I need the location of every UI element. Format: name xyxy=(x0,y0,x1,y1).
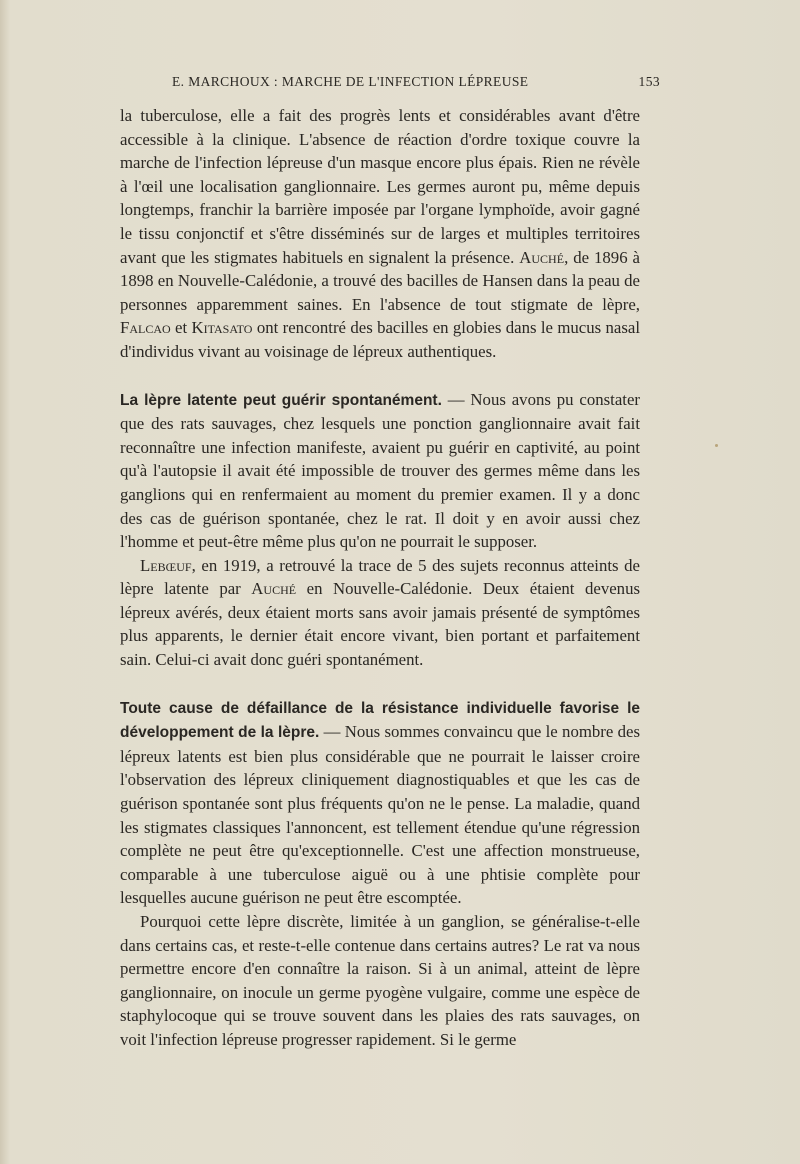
paragraph-4 xyxy=(120,696,640,910)
spacer xyxy=(120,672,640,696)
paragraph-5: Pourquoi cette lèpre discrète, limitée à un ganglion, se généralise-t-elle dans certains cas, et reste-t-elle contenue dans certains autres? Le rat va nous permettre encore d'en connaître la raison. Si à un animal, atteint de lèpre ganglionnaire, on inocule un germe pyogène vulgaire, comme une espèce de staphylocoque qui se trouve souvent dans les plaies des rats sauvages, on voit l'infection lépreuse progresser rapidement. Si le germe xyxy=(120,912,640,1049)
paragraph-2-text: — Nous avons pu constater que des rats sauvages, chez lesquels une ponction ganglionnaire avait fait reconnaître une infection manifeste, avaient pu guérir en captivité, au point qu'à l'autopsie il avait été impossible de trouver des germes même dans les ganglions qui en renfermaient au moment du premier examen. Il y a donc des cas de guérison spontanée, chez le rat. Il doit y en avoir aussi chez l'homme et peut-être même plus qu'on ne pourrait le supposer. xyxy=(120,389,640,552)
paragraph-3 xyxy=(120,554,640,672)
paragraph-1-text-b: , de 1896 à 1898 en Nouvelle-Calédonie, a trouvé des bacilles de Hansen dans la peau de personnes apparemment saines. En l'absence de tout stigmate de lèpre, xyxy=(120,247,640,314)
paragraph-1 xyxy=(120,104,640,364)
author-name: Kitasato xyxy=(191,318,253,338)
conjunction: et xyxy=(170,318,192,338)
author-name: Falcao xyxy=(120,318,171,338)
page-number: 153 xyxy=(638,74,660,89)
author-name: Auché xyxy=(251,579,297,599)
running-title: E. MARCHOUX : MARCHE DE L'INFECTION LÉPREUSE xyxy=(172,74,529,89)
paragraph-3-text: , en 1919, a retrouvé la trace de 5 des sujets reconnus atteints de lèpre latente par xyxy=(120,555,640,599)
paragraph-4-text: — Nous sommes convaincu que le nombre des lépreux latents est bien plus considérable que ne pourrait le laisser croire l'observation des lépreux cliniquement diagnostiquables et que les cas de guérison spontanée sont plus fréquents qu'on ne le pense. La maladie, quand les stigmates classiques l'annoncent, est tellement étendue qu'une régression complète ne peut être qu'exceptionnelle. C'est une affection monstrueuse, comparable à une tuberculose aiguë ou à une phtisie complète pour lesquelles aucune guérison ne peut être escomptée. xyxy=(120,722,640,908)
author-name: Lebœuf xyxy=(140,555,192,575)
body-text xyxy=(120,104,640,1052)
author-name: Auché xyxy=(519,247,565,267)
paragraph-1-text-c: ont rencontré des bacilles en globies dans le mucus nasal d'individus vivant au voisinage de lépreux authentiques. xyxy=(120,318,640,361)
paragraph-2 xyxy=(120,388,640,554)
section-heading: La lèpre latente peut guérir spontanément. xyxy=(120,391,442,409)
paragraph-3-text-b: en Nouvelle-Calédonie. Deux étaient devenus lépreux avérés, deux étaient morts sans avoir jamais présenté de symptômes plus apparents, le dernier était encore vivant, bien portant et parfaitement sain. Celui-ci avait donc guéri spontanément. xyxy=(120,579,640,670)
section-heading: Toute cause de défaillance de la résistance individuelle favorise le développement de la lèpre. xyxy=(120,699,640,742)
paper-speck xyxy=(715,444,718,447)
spacer xyxy=(120,364,640,388)
paragraph-1-text: la tuberculose, elle a fait des progrès lents et considérables avant d'être accessible à la clinique. L'absence de réaction d'ordre toxique couvre la marche de l'infection lépreuse d'un masque encore plus épais. Rien ne révèle à l'œil une localisation ganglionnaire. Les germes auront pu, même depuis longtemps, franchir la barrière imposée par l'organe lymphoïde, avoir gagné le tissu conjonctif et s'être disséminés sur de larges et multiples territoires avant que les stigmates habituels en signalent la présence. xyxy=(120,106,640,267)
